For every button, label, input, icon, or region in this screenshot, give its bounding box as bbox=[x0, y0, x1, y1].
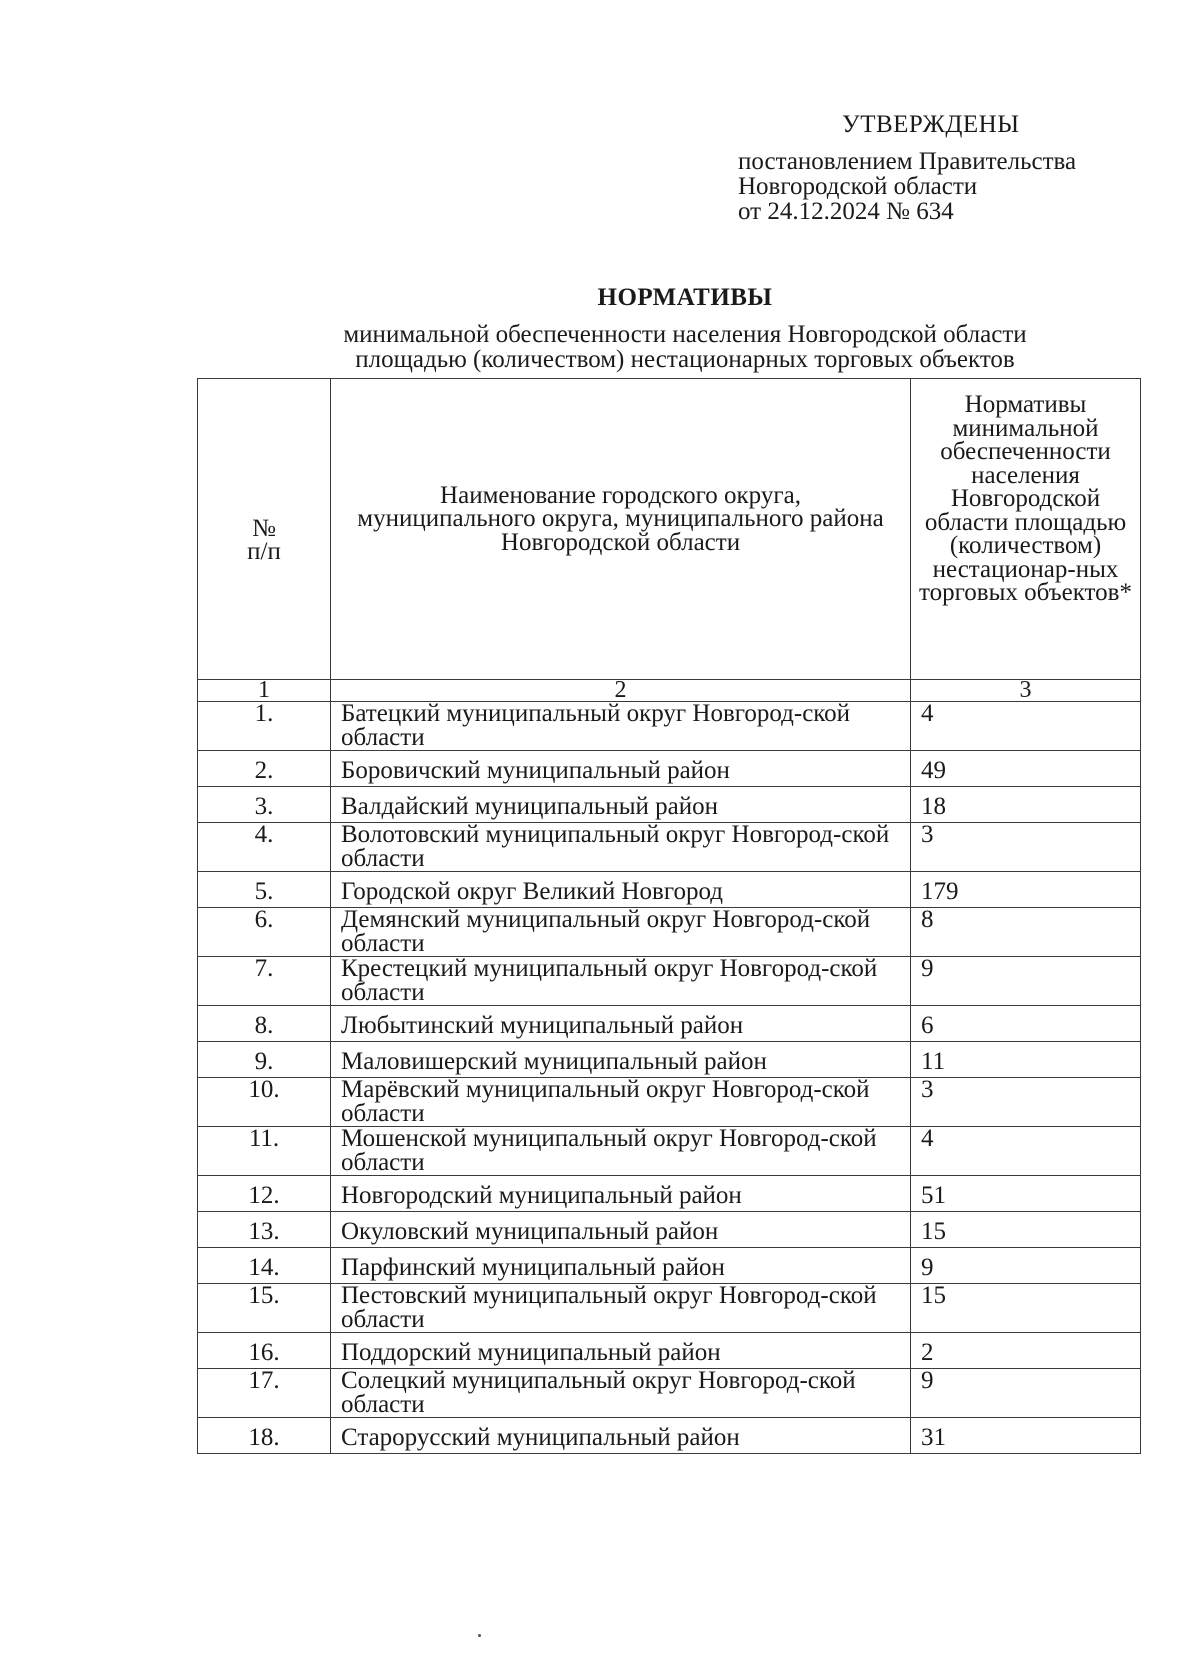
row-name: Мошенской муниципальный округ Новгород-ской области bbox=[331, 1127, 911, 1176]
row-name: Крестецкий муниципальный округ Новгород-ской области bbox=[331, 957, 911, 1006]
row-value: 3 bbox=[911, 823, 1141, 872]
row-value: 179 bbox=[911, 872, 1141, 908]
row-value: 8 bbox=[911, 908, 1141, 957]
row-name: Парфинский муниципальный район bbox=[331, 1248, 911, 1284]
row-name: Новгородский муниципальный район bbox=[331, 1176, 911, 1212]
row-number: 3. bbox=[198, 787, 331, 823]
subtitle-line-1: минимальной обеспеченности населения Новгородской области bbox=[343, 321, 1027, 348]
row-number: 14. bbox=[198, 1248, 331, 1284]
header-number: № п/п bbox=[198, 379, 331, 680]
table-row bbox=[198, 1078, 1141, 1127]
document-title: НОРМАТИВЫ bbox=[597, 284, 773, 311]
scan-mark bbox=[478, 1634, 481, 1637]
row-number: 15. bbox=[198, 1284, 331, 1333]
row-name: Любытинский муниципальный район bbox=[331, 1006, 911, 1042]
column-number: 1 bbox=[198, 680, 331, 702]
table-row bbox=[198, 1176, 1141, 1212]
row-name: Маловишерский муниципальный район bbox=[331, 1042, 911, 1078]
row-number: 1. bbox=[198, 702, 331, 751]
table-row bbox=[198, 823, 1141, 872]
row-number: 12. bbox=[198, 1176, 331, 1212]
approval-block bbox=[738, 112, 1076, 224]
column-number-row bbox=[198, 680, 1141, 702]
table-row bbox=[198, 1212, 1141, 1248]
table-row bbox=[198, 1042, 1141, 1078]
approval-line-2: Новгородской области bbox=[738, 173, 978, 200]
row-value: 9 bbox=[911, 957, 1141, 1006]
row-name: Марёвский муниципальный округ Новгород-ской области bbox=[331, 1078, 911, 1127]
header-norm: Нормативы минимальной обеспеченности населения Новгородской области площадью (количеством) нестационар-ных торговых объектов* bbox=[911, 379, 1141, 680]
row-value: 31 bbox=[911, 1418, 1141, 1454]
norms-table bbox=[197, 378, 1141, 1454]
row-value: 51 bbox=[911, 1176, 1141, 1212]
row-name: Окуловский муниципальный район bbox=[331, 1212, 911, 1248]
table-row bbox=[198, 751, 1141, 787]
table-row bbox=[198, 1333, 1141, 1369]
row-name: Пестовский муниципальный округ Новгород-ской области bbox=[331, 1284, 911, 1333]
row-number: 11. bbox=[198, 1127, 331, 1176]
row-number: 6. bbox=[198, 908, 331, 957]
table-row bbox=[198, 1418, 1141, 1454]
table-body bbox=[198, 702, 1141, 1454]
row-name: Демянский муниципальный округ Новгород-ской области bbox=[331, 908, 911, 957]
row-name: Старорусский муниципальный район bbox=[331, 1418, 911, 1454]
table-row bbox=[198, 1369, 1141, 1418]
table-row bbox=[198, 702, 1141, 751]
table-row bbox=[198, 908, 1141, 957]
table-row bbox=[198, 872, 1141, 908]
table-row bbox=[198, 1127, 1141, 1176]
row-name: Поддорский муниципальный район bbox=[331, 1333, 911, 1369]
row-value: 2 bbox=[911, 1333, 1141, 1369]
row-number: 9. bbox=[198, 1042, 331, 1078]
row-value: 6 bbox=[911, 1006, 1141, 1042]
document-subtitle bbox=[0, 322, 1200, 372]
row-number: 5. bbox=[198, 872, 331, 908]
header-name: Наименование городского округа, муниципального округа, муниципального района Новгородской области bbox=[331, 379, 911, 680]
row-value: 15 bbox=[911, 1284, 1141, 1333]
table-row bbox=[198, 1284, 1141, 1333]
table-header-row bbox=[198, 379, 1141, 680]
approval-line-1: постановлением Правительства bbox=[738, 148, 1077, 175]
row-name: Волотовский муниципальный округ Новгород-ской области bbox=[331, 823, 911, 872]
table-row bbox=[198, 957, 1141, 1006]
row-value: 49 bbox=[911, 751, 1141, 787]
row-name: Боровичский муниципальный район bbox=[331, 751, 911, 787]
row-value: 3 bbox=[911, 1078, 1141, 1127]
row-value: 15 bbox=[911, 1212, 1141, 1248]
row-number: 8. bbox=[198, 1006, 331, 1042]
row-value: 9 bbox=[911, 1248, 1141, 1284]
row-value: 9 bbox=[911, 1369, 1141, 1418]
column-number: 3 bbox=[911, 680, 1141, 702]
row-name: Городской округ Великий Новгород bbox=[331, 872, 911, 908]
row-number: 13. bbox=[198, 1212, 331, 1248]
column-number: 2 bbox=[331, 680, 911, 702]
row-number: 10. bbox=[198, 1078, 331, 1127]
row-number: 18. bbox=[198, 1418, 331, 1454]
row-number: 16. bbox=[198, 1333, 331, 1369]
row-value: 18 bbox=[911, 787, 1141, 823]
row-value: 4 bbox=[911, 1127, 1141, 1176]
row-name: Батецкий муниципальный округ Новгород-ской области bbox=[331, 702, 911, 751]
table-row bbox=[198, 1006, 1141, 1042]
row-value: 11 bbox=[911, 1042, 1141, 1078]
row-number: 4. bbox=[198, 823, 331, 872]
subtitle-line-2: площадью (количеством) нестационарных торговых объектов bbox=[355, 346, 1015, 373]
row-value: 4 bbox=[911, 702, 1141, 751]
approval-title: УТВЕРЖДЕНЫ bbox=[842, 111, 1020, 138]
table-row bbox=[198, 787, 1141, 823]
table-row bbox=[198, 1248, 1141, 1284]
row-name: Солецкий муниципальный округ Новгород-ской области bbox=[331, 1369, 911, 1418]
approval-line-3: от 24.12.2024 № 634 bbox=[738, 198, 954, 225]
row-name: Валдайский муниципальный район bbox=[331, 787, 911, 823]
row-number: 7. bbox=[198, 957, 331, 1006]
row-number: 2. bbox=[198, 751, 331, 787]
row-number: 17. bbox=[198, 1369, 331, 1418]
